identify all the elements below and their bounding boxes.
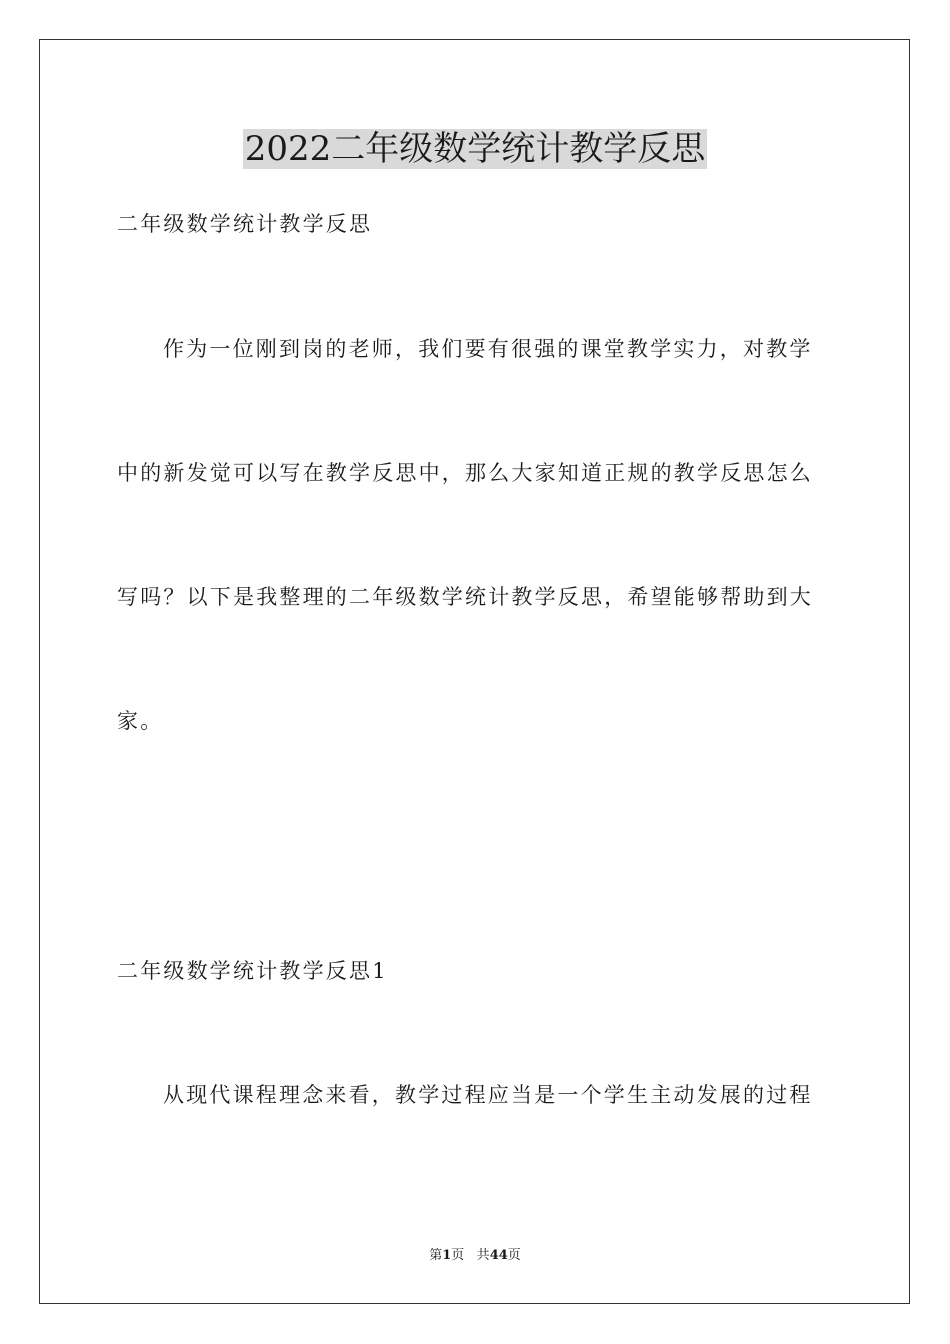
footer-page-prefix: 第 <box>429 1248 443 1263</box>
intro-line-4: 家。 <box>117 709 164 733</box>
intro-line-1: 作为一位刚到岗的老师，我们要有很强的课堂教学实力，对教学 <box>163 337 813 361</box>
document-title-text: 2022二年级数学统计教学反思 <box>244 129 706 169</box>
document-subtitle: 二年级数学统计教学反思 <box>117 212 373 236</box>
section-line-1: 从现代课程理念来看，教学过程应当是一个学生主动发展的过程 <box>163 1083 813 1107</box>
footer-total-pages: 44 <box>489 1248 508 1263</box>
footer-page-suffix: 页 <box>451 1248 465 1263</box>
intro-line-2: 中的新发觉可以写在教学反思中，那么大家知道正规的教学反思怎么 <box>117 461 813 485</box>
page-footer <box>0 1247 950 1265</box>
footer-total-prefix: 共 <box>476 1248 490 1263</box>
footer-page-number: 1 <box>442 1248 452 1263</box>
document-title <box>0 127 950 171</box>
section-heading: 二年级数学统计教学反思1 <box>117 959 388 983</box>
intro-line-3: 写吗？以下是我整理的二年级数学统计教学反思，希望能够帮助到大 <box>117 585 813 609</box>
footer-total-suffix: 页 <box>507 1248 521 1263</box>
